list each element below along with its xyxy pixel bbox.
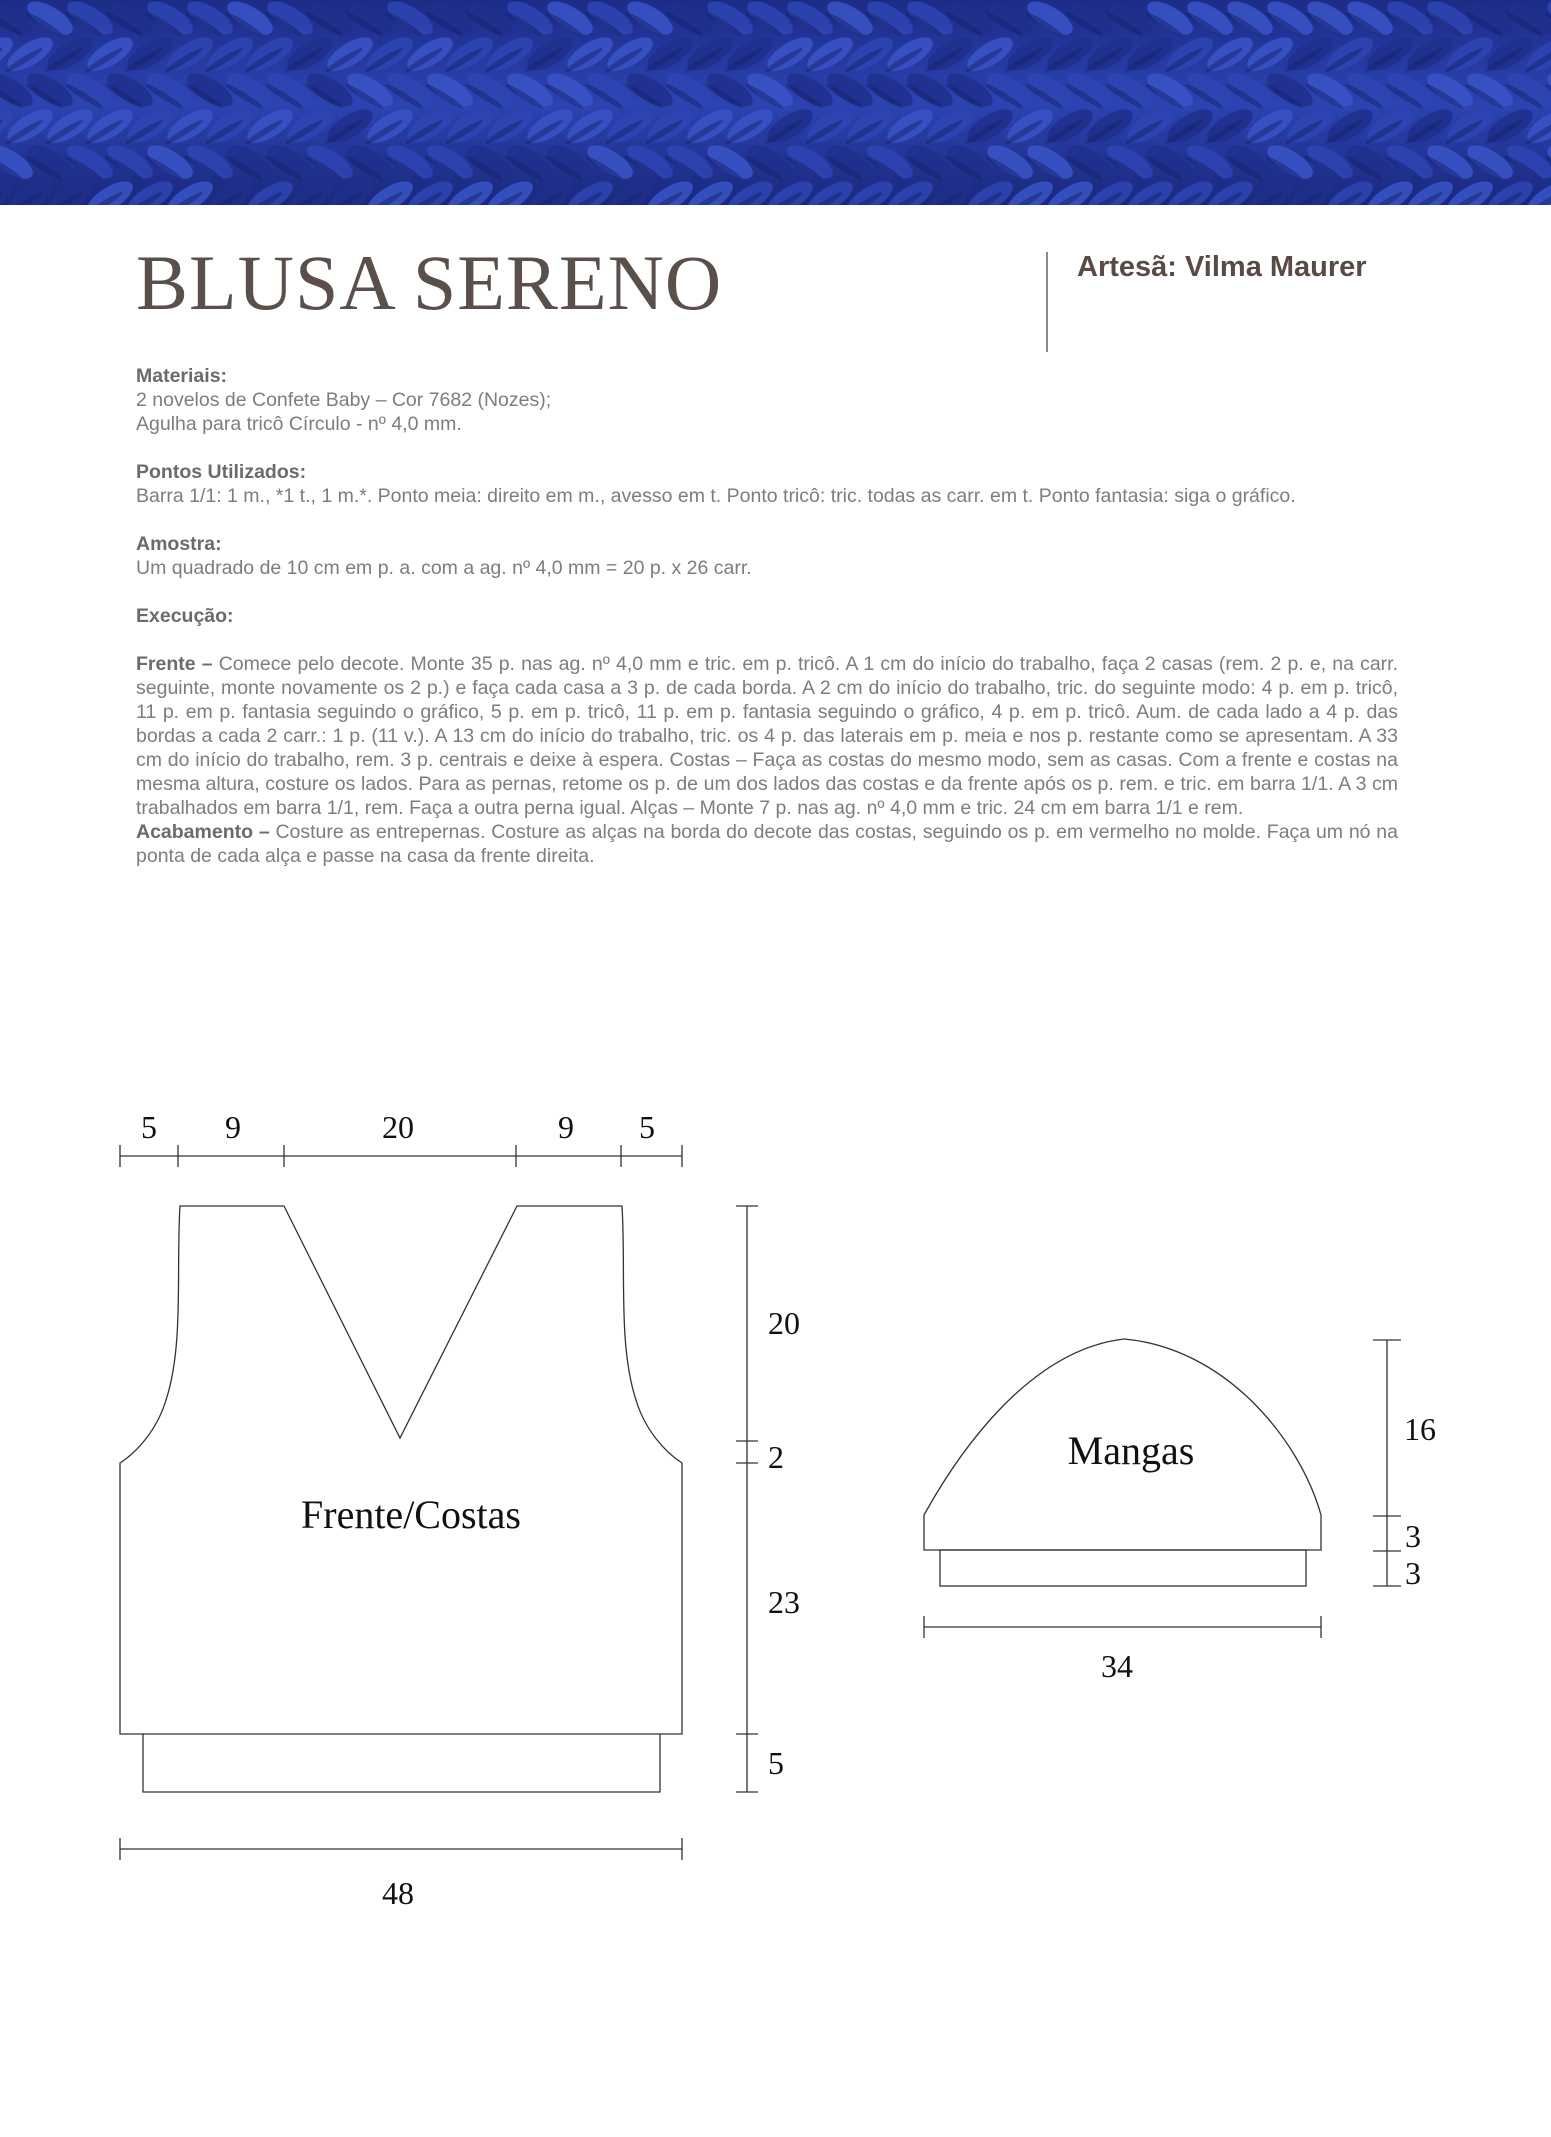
sleeve-side-dim-label: 16 — [1404, 1411, 1436, 1447]
stitches-heading: Pontos Utilizados: — [136, 461, 307, 483]
front-back-schematic — [100, 1100, 820, 1930]
top-dim-label: 9 — [558, 1109, 574, 1145]
side-dim-label: 23 — [768, 1584, 800, 1620]
side-dim-label: 20 — [768, 1305, 800, 1341]
gauge-section — [136, 532, 1398, 580]
side-dim-label: 5 — [768, 1745, 784, 1781]
materials-line: Agulha para tricô Círculo - nº 4,0 mm. — [136, 413, 462, 435]
front-text: Comece pelo decote. Monte 35 p. nas ag. nº 4,0 mm e tric. em p. tricô. A 1 cm do início do trabalho, faça 2 casas (rem. 2 p. e, na carr. seguinte, monte novamente os 2 p.) e faça cada casa a 3 p. de cada borda. A 2 cm do início do trabalho, tric. do seguinte modo: 4 p. em p. tricô, 11 p. em p. fantasia seguindo o gráfico, 5 p. em p. tricô, 11 p. em p. fantasia seguindo o gráfico, 4 p. em p. tricô. Aum. de cada lado a 4 p. das bordas a cada 2 carr.: 1 p. (11 v.). A 13 cm do início do trabalho, tric. os 4 p. das laterais em p. meia e nos p. restante como se apresentam. A 33 cm do início do trabalho, rem. 3 p. centrais e deixe à espera. Costas – Faça as costas do mesmo modo, sem as casas. Com a frente e costas na mesma altura, costure os lados. Para as pernas, retome os p. de um dos lados das costas e da frente após os p. rem. e tric. em barra 1/1. A 3 cm trabalhados em barra 1/1, rem. Faça a outra perna igual. Alças – Monte 7 p. nas ag. nº 4,0 mm e tric. 24 cm em barra 1/1 e rem. — [136, 653, 1398, 819]
front-lead: Frente – — [136, 653, 213, 675]
top-dim-label: 5 — [639, 1109, 655, 1145]
page-title: BLUSA SERENO — [136, 239, 723, 326]
gauge-text: Um quadrado de 10 cm em p. a. com a ag. nº 4,0 mm = 20 p. x 26 carr. — [136, 557, 752, 579]
author-credit: Artesã: Vilma Maurer — [1077, 251, 1367, 283]
materials-line: 2 novelos de Confete Baby – Cor 7682 (Nozes); — [136, 389, 552, 411]
finishing-instructions — [136, 820, 1398, 868]
side-dim-label: 2 — [768, 1439, 784, 1475]
materials-heading: Materiais: — [136, 365, 228, 387]
sleeve-schematic — [900, 1300, 1460, 1720]
stitches-text: Barra 1/1: 1 m., *1 t., 1 m.*. Ponto meia: direito em m., avesso em t. Ponto tricô: tric. todas as carr. em t. Ponto fantasia: siga o gráfico. — [136, 485, 1296, 507]
sleeve-side-dim-label: 3 — [1405, 1555, 1421, 1591]
yarn-texture-banner — [0, 0, 1551, 205]
gauge-heading: Amostra: — [136, 533, 222, 555]
sleeve-label: Mangas — [1067, 1428, 1195, 1473]
execution-heading: Execução: — [136, 605, 234, 627]
front-back-label: Frente/Costas — [301, 1492, 521, 1537]
finishing-lead: Acabamento – — [136, 821, 270, 843]
finishing-text: Costure as entrepernas. Costure as alças na borda do decote das costas, seguindo os p. em vermelho no molde. Faça um nó na ponta de cada alça e passe na casa da frente direita. — [136, 821, 1398, 867]
execution-section — [136, 604, 1398, 628]
sleeve-side-dim-label: 3 — [1405, 1518, 1421, 1554]
bottom-dim-label: 48 — [382, 1875, 414, 1911]
sleeve-bottom-dim-label: 34 — [1101, 1648, 1133, 1684]
sleeve-cuff — [940, 1550, 1306, 1586]
pattern-instructions — [136, 364, 1398, 868]
yarn-texture-image — [0, 0, 1551, 205]
title-divider — [1046, 252, 1048, 352]
front-instructions — [136, 652, 1398, 820]
top-dim-label: 20 — [382, 1109, 414, 1145]
top-dim-label: 5 — [141, 1109, 157, 1145]
top-dim-label: 9 — [225, 1109, 241, 1145]
materials-section — [136, 364, 1398, 436]
stitches-section — [136, 460, 1398, 508]
